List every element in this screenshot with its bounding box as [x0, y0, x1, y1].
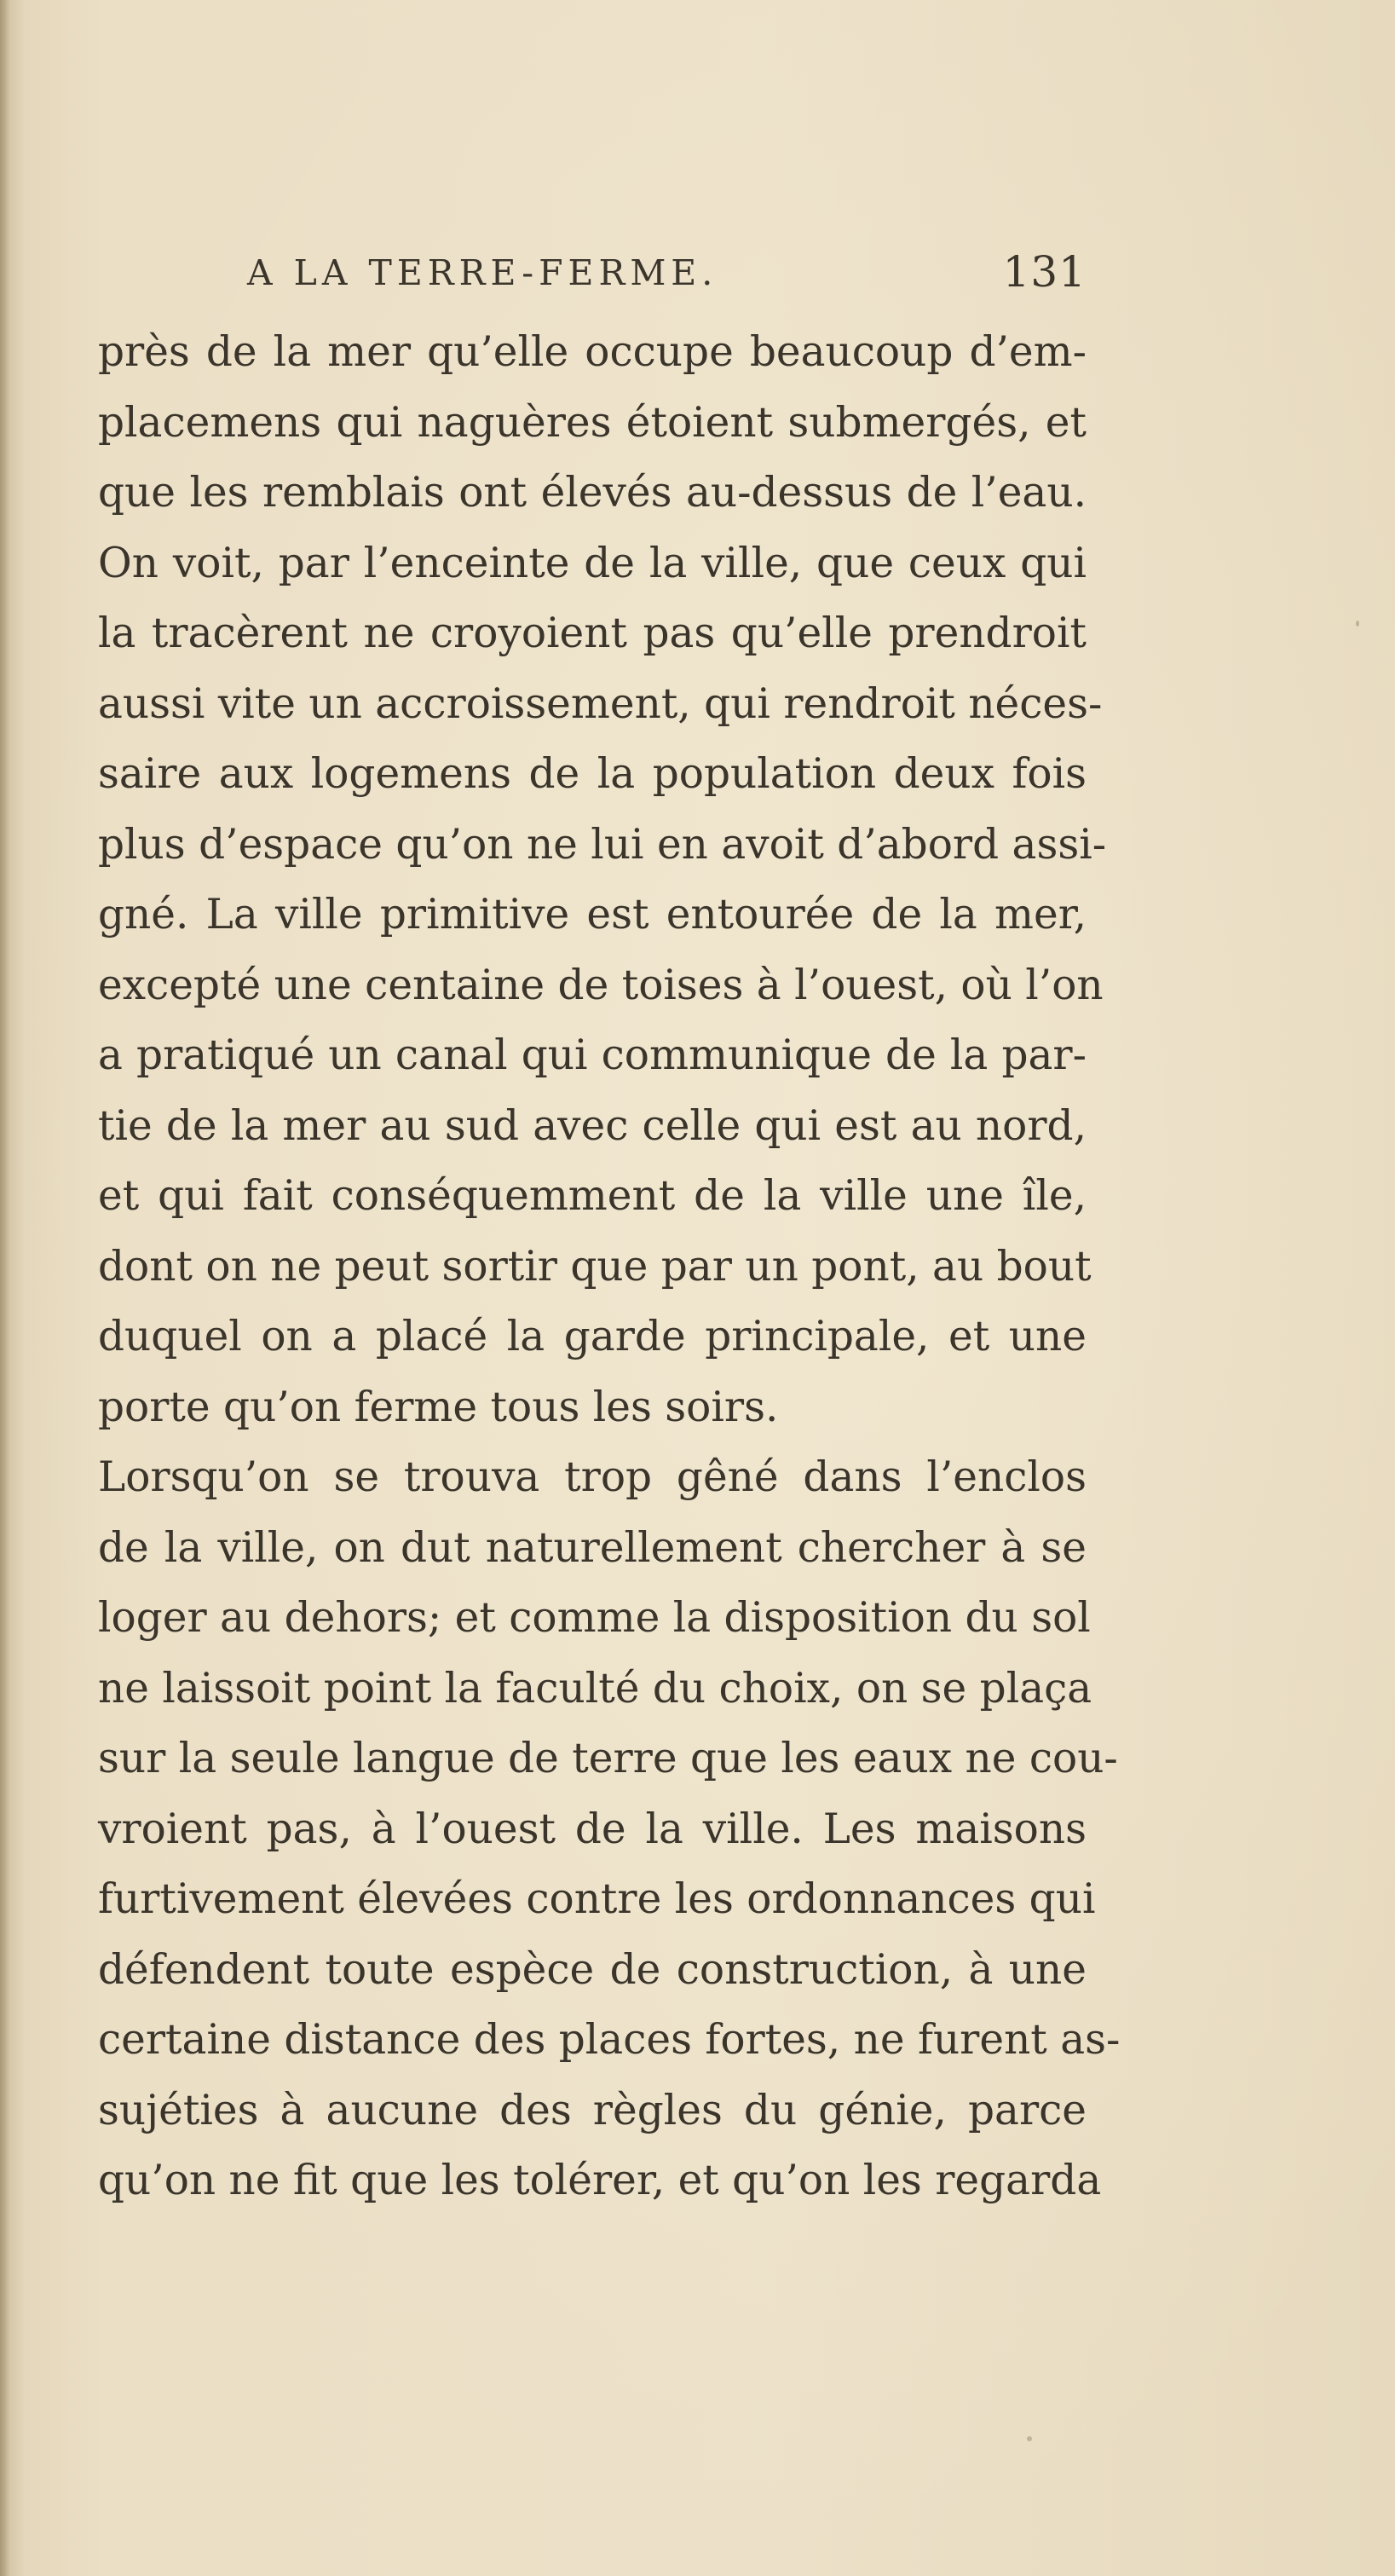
text-line: de la ville, on dut naturellement chercher à se: [98, 1523, 1087, 1572]
text-line: certaine distance des places fortes, ne furent as-: [98, 2016, 1121, 2064]
text-line: défendent toute espèce de construction, à une: [98, 1945, 1087, 1994]
text-line: la tracèrent ne croyoient pas qu’elle prendroit: [98, 609, 1087, 657]
text-line: sur la seule langue de terre que les eaux ne cou-: [98, 1735, 1118, 1782]
ink-speck: [1356, 621, 1359, 627]
text-line: saire aux logemens de la population deux fois: [98, 750, 1087, 798]
text-line: gné. La ville primitive est entourée de la mer,: [98, 891, 1087, 939]
text-line: duquel on a placé la garde principale, et une: [98, 1313, 1087, 1360]
text-line: loger au dehors; et comme la disposition du sol: [98, 1594, 1091, 1642]
ink-speck: [1027, 2436, 1032, 2441]
running-head: [247, 247, 1087, 303]
text-line: ne laissoit point la faculté du choix, on se plaça: [98, 1664, 1092, 1713]
body-text: [98, 317, 1121, 2216]
text-line: placemens qui naguères étoient submergés, et: [98, 398, 1087, 447]
text-line: vroient pas, à l’ouest de la ville. Les maisons: [98, 1805, 1087, 1853]
text-line: sujéties à aucune des règles du génie, parce: [98, 2086, 1087, 2134]
text-line-paragraph-end: porte qu’on ferme tous les soirs.: [98, 1383, 779, 1431]
page-number: 131: [1002, 247, 1087, 297]
running-title: A LA TERRE-FERME.: [247, 252, 718, 293]
text-line: qu’on ne fit que les tolérer, et qu’on les regarda: [98, 2157, 1102, 2204]
text-line: plus d’espace qu’on ne lui en avoit d’abord assi-: [98, 820, 1107, 869]
text-line: que les remblais ont élevés au-dessus de l’eau.: [98, 469, 1087, 517]
page-gutter-shadow: [0, 0, 10, 2576]
text-line: aussi vite un accroissement, qui rendroit néces-: [98, 679, 1103, 728]
text-line: tie de la mer au sud avec celle qui est au nord,: [98, 1101, 1087, 1150]
text-line-paragraph-start: Lorsqu’on se trouva trop gêné dans l’enclos: [98, 1453, 1087, 1501]
text-line: excepté une centaine de toises à l’ouest, où l’on: [98, 961, 1104, 1009]
text-line: On voit, par l’enceinte de la ville, que ceux qui: [98, 539, 1087, 587]
text-line: et qui fait conséquemment de la ville une île,: [98, 1172, 1087, 1220]
text-line: près de la mer qu’elle occupe beaucoup d’em-: [98, 328, 1087, 376]
text-line: a pratiqué un canal qui communique de la par-: [98, 1031, 1087, 1079]
text-line: furtivement élevées contre les ordonnances qui: [98, 1875, 1096, 1923]
text-line: dont on ne peut sortir que par un pont, au bout: [98, 1242, 1092, 1291]
